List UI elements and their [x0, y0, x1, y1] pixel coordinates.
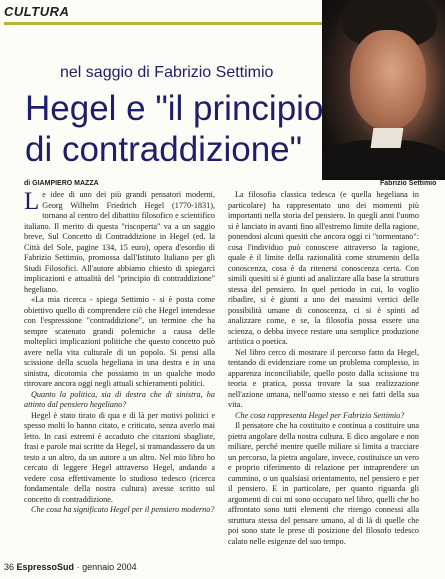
- drop-cap: L: [24, 188, 40, 215]
- interview-question: Quanto la politica, sia di destra che di sinistra, ha attinto dal pensiero hegeliano?: [24, 389, 215, 409]
- paragraph: [24, 190, 215, 295]
- section-rule: [4, 22, 322, 25]
- interview-question: Che cosa rappresenta Hegel per Fabrizio Settimio?: [235, 410, 405, 420]
- article-kicker: nel saggio di Fabrizio Settimio: [60, 64, 274, 81]
- paragraph-text: e idee di uno dei più grandi pensatori moderni, Georg Wilhelm Friedrich Hegel (1770-1831), tornano al centro del dibattito filosofico e scientifico italiano. Il merito di questa "riscoperta" va a un saggio breve, Sul Concetto di Contraddizione in Hegel (ed. la Città del Sole, pagine 134, 15 euro), opera d'esordio di Fabrizio Settimio, promossa dall'Istituto Italiano per gli Studi Filosofici. All'autore abbiamo chiesto di spiegarci implicazioni e attualità del "principio di contraddizione" hegeliano.: [24, 190, 215, 294]
- paragraph: Nel libro cerco di mostrare il percorso fatto da Hegel, tentando di evidenziare come un problema complesso, in apparenza inconciliabile, quello posto dalla scissione tra teoria e pratica, possa trovare la sua realizzazione nell'azione umana, nell'uomo stesso e nei fatti della sua vita.: [228, 347, 419, 409]
- body-column-1: [24, 190, 215, 516]
- paragraph: Il pensatore che ha costituito e continua a costituire una pietra angolare della nostra cultura. E dico angolare e non miliare, perché mentre quelle miliare si limita a tracciare un percorso, la pietra angolare, invece, costituisce un vero e proprio riferimento di relazione per intraprendere un cammino, o un qualsiasi orientamento, nel pensiero e per il pensiero. E in particolare, per quanto riguarda gli argomenti di cui mi sono occupato nel libro, quelli che ho affrontato sono tutti elementi che ritengo connessi alla struttura stessa del pensare umano, al di là di quelle che poi sono state le prese di posizione del filosofo tedesco calato nelle esigenze del suo tempo.: [228, 421, 419, 546]
- photo-face: [350, 30, 426, 130]
- photo-collar: [371, 128, 404, 148]
- portrait-photo: [322, 0, 445, 180]
- article-headline: Hegel e "il principio di contraddizione": [25, 89, 324, 169]
- byline: di GIAMPIERO MAZZA: [24, 180, 99, 187]
- page-number: 36: [4, 562, 15, 572]
- photo-caption: Fabrizio Settimio: [380, 180, 437, 187]
- body-column-2: [228, 190, 419, 547]
- magazine-name: EspressoSud: [16, 562, 75, 572]
- interview-question: Che cosa ha significato Hegel per il pensiero moderno?: [31, 505, 215, 514]
- paragraph: La filosofia classica tedesca (e quella hegeliana in particolare) ha rappresentato uno dei momenti più importanti nella storia del pensiero. In quegli anni l'uomo si è lanciato in avanti fino all'estremo limite della ragione, ponendosi alcuni quesiti che ancora oggi ci "tormentano": cosa l'individuo può conoscere attraverso la ragione, quale è il limite della razionalità come strumento della conoscenza, cosa è da ritenersi conoscenza certa. Con simili quesiti si è giunti ad analizzare alla base la struttura stessa del pensiero. In quel periodo in cui, lo voglio ribadire, si è giunti a uno dei massimi vertici delle possibilità umane di conoscenza, ci si è spinti ad analizzare come, e se, la filosofia possa essere una scienza, o debba invece restare una semplice produzione artistica o poetica.: [228, 190, 419, 346]
- paragraph: Hegel è stato tirato di qua e di là per motivi politici e spesso molti lo hanno citato, e criticato, senza averlo mai letto. In casi estremi è accaduto che citazioni sbagliate, frasi e parole mai scritte da Hegel, si tramandassero da un testo a un altro, da un autore a un altro. Nel mio libro ho cercato di leggere Hegel attraverso Hegel, andando a vedere cosa effettivamente lo studioso tedesco (ricerca fondamentale della nostra cultura) avesse scritto sul concetto di contraddizione.: [24, 410, 215, 504]
- paragraph: «La mia ricerca - spiega Settimio - si è posta come obiettivo quello di comprendere ciò che Hegel intendesse con l'espressione "contraddizione", un termine che ha sempre scatenato grandi polemiche a causa delle molteplici implicazioni politiche che questo concetto può avere nella vita culturale di un popolo. Si pensi alla scissione della scuola hegeliana in una destra e in una sinistra, dicotomia che possiamo in un qualche modo ritrovare ancora oggi negli attuali schieramenti politici.: [24, 295, 215, 388]
- issue-date: · gennaio 2004: [76, 562, 137, 572]
- page-footer: [4, 562, 137, 572]
- section-label: CULTURA: [4, 4, 70, 19]
